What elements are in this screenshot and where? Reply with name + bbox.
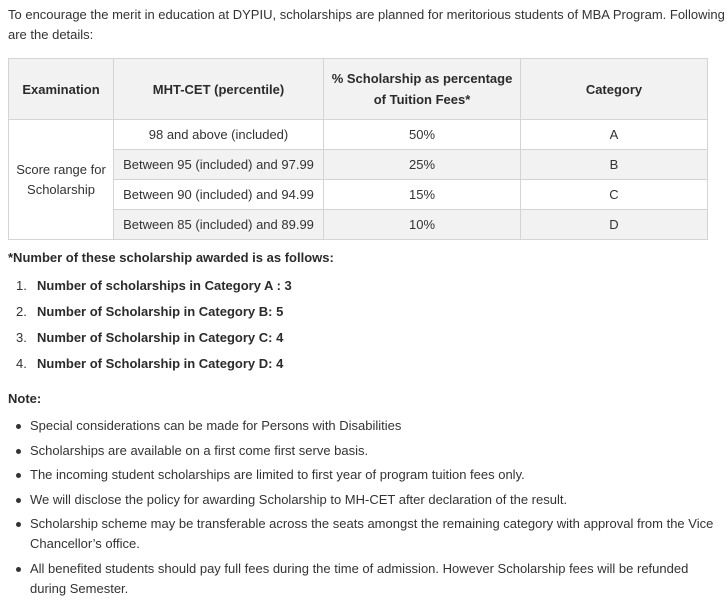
percent-cell: 25% xyxy=(324,150,521,180)
note-heading: Note: xyxy=(8,391,42,406)
list-item xyxy=(8,490,718,510)
note-text: Scholarships are available on a first come first serve basis. xyxy=(30,442,369,458)
list-item xyxy=(8,559,718,599)
score-range-label: Score range for Scholarship xyxy=(9,120,114,240)
percent-cell: 10% xyxy=(324,210,521,240)
bullet-icon xyxy=(16,473,21,478)
note-text: The incoming student scholarships are limited to first year of program tuition fees only. xyxy=(30,467,525,482)
range-cell: Between 85 (included) and 89.99 xyxy=(114,210,324,240)
header-category: Category xyxy=(521,59,708,120)
category-cell: C xyxy=(521,180,708,210)
list-item xyxy=(8,465,718,485)
list-item xyxy=(8,353,292,379)
list-text: Number of Scholarship in Category D: 4 xyxy=(37,356,284,371)
bullet-icon xyxy=(16,567,21,572)
awarded-heading: *Number of these scholarship awarded is as follows: xyxy=(8,250,334,265)
range-cell: Between 95 (included) and 97.99 xyxy=(114,150,324,180)
table-row xyxy=(9,120,708,150)
table-row xyxy=(9,150,708,180)
table-row xyxy=(9,180,708,210)
bullet-icon xyxy=(16,424,21,429)
intro-paragraph: To encourage the merit in education at DYPIU, scholarships are planned for meritorious students of MBA Program. Following are the details: xyxy=(8,7,725,42)
bullet-icon xyxy=(16,449,21,454)
list-text: Number of Scholarship in Category C: 4 xyxy=(37,330,284,345)
bullet-icon xyxy=(16,522,21,527)
table-header-row xyxy=(9,59,708,120)
note-text: Special considerations can be made for Persons with Disabilities xyxy=(30,418,402,433)
scholarship-table xyxy=(8,58,708,240)
list-number: 3. xyxy=(16,330,27,345)
scholarship-count-list xyxy=(8,275,292,379)
list-item xyxy=(8,514,718,554)
header-scholarship-percent: % Scholarship as percentage of Tuition Fees* xyxy=(324,59,521,120)
list-item xyxy=(8,327,292,353)
list-item xyxy=(8,441,718,461)
list-number: 2. xyxy=(16,304,27,319)
note-list xyxy=(8,416,718,603)
list-number: 4. xyxy=(16,356,27,371)
range-cell: 98 and above (included) xyxy=(114,120,324,150)
header-mht-cet: MHT-CET (percentile) xyxy=(114,59,324,120)
category-cell: B xyxy=(521,150,708,180)
table-row xyxy=(9,210,708,240)
list-text: Number of Scholarship in Category B: 5 xyxy=(37,304,284,319)
note-text: All benefited students should pay full fees during the time of admission. However Scholarship fees will be refunded during Semester. xyxy=(30,560,689,596)
category-cell: A xyxy=(521,120,708,150)
percent-cell: 15% xyxy=(324,180,521,210)
range-cell: Between 90 (included) and 94.99 xyxy=(114,180,324,210)
percent-cell: 50% xyxy=(324,120,521,150)
list-item xyxy=(8,301,292,327)
scholarship-page xyxy=(0,5,727,610)
list-text: Number of scholarships in Category A : 3 xyxy=(37,278,292,293)
note-text: We will disclose the policy for awarding Scholarship to MH-CET after declaration of the result. xyxy=(30,491,568,507)
header-examination: Examination xyxy=(9,59,114,120)
list-item xyxy=(8,275,292,301)
note-text: Scholarship scheme may be transferable across the seats amongst the remaining category with approval from the Vice Chancellor’s office. xyxy=(30,516,714,551)
list-item xyxy=(8,416,718,436)
bullet-icon xyxy=(16,498,21,503)
list-number: 1. xyxy=(16,278,27,293)
category-cell: D xyxy=(521,210,708,240)
